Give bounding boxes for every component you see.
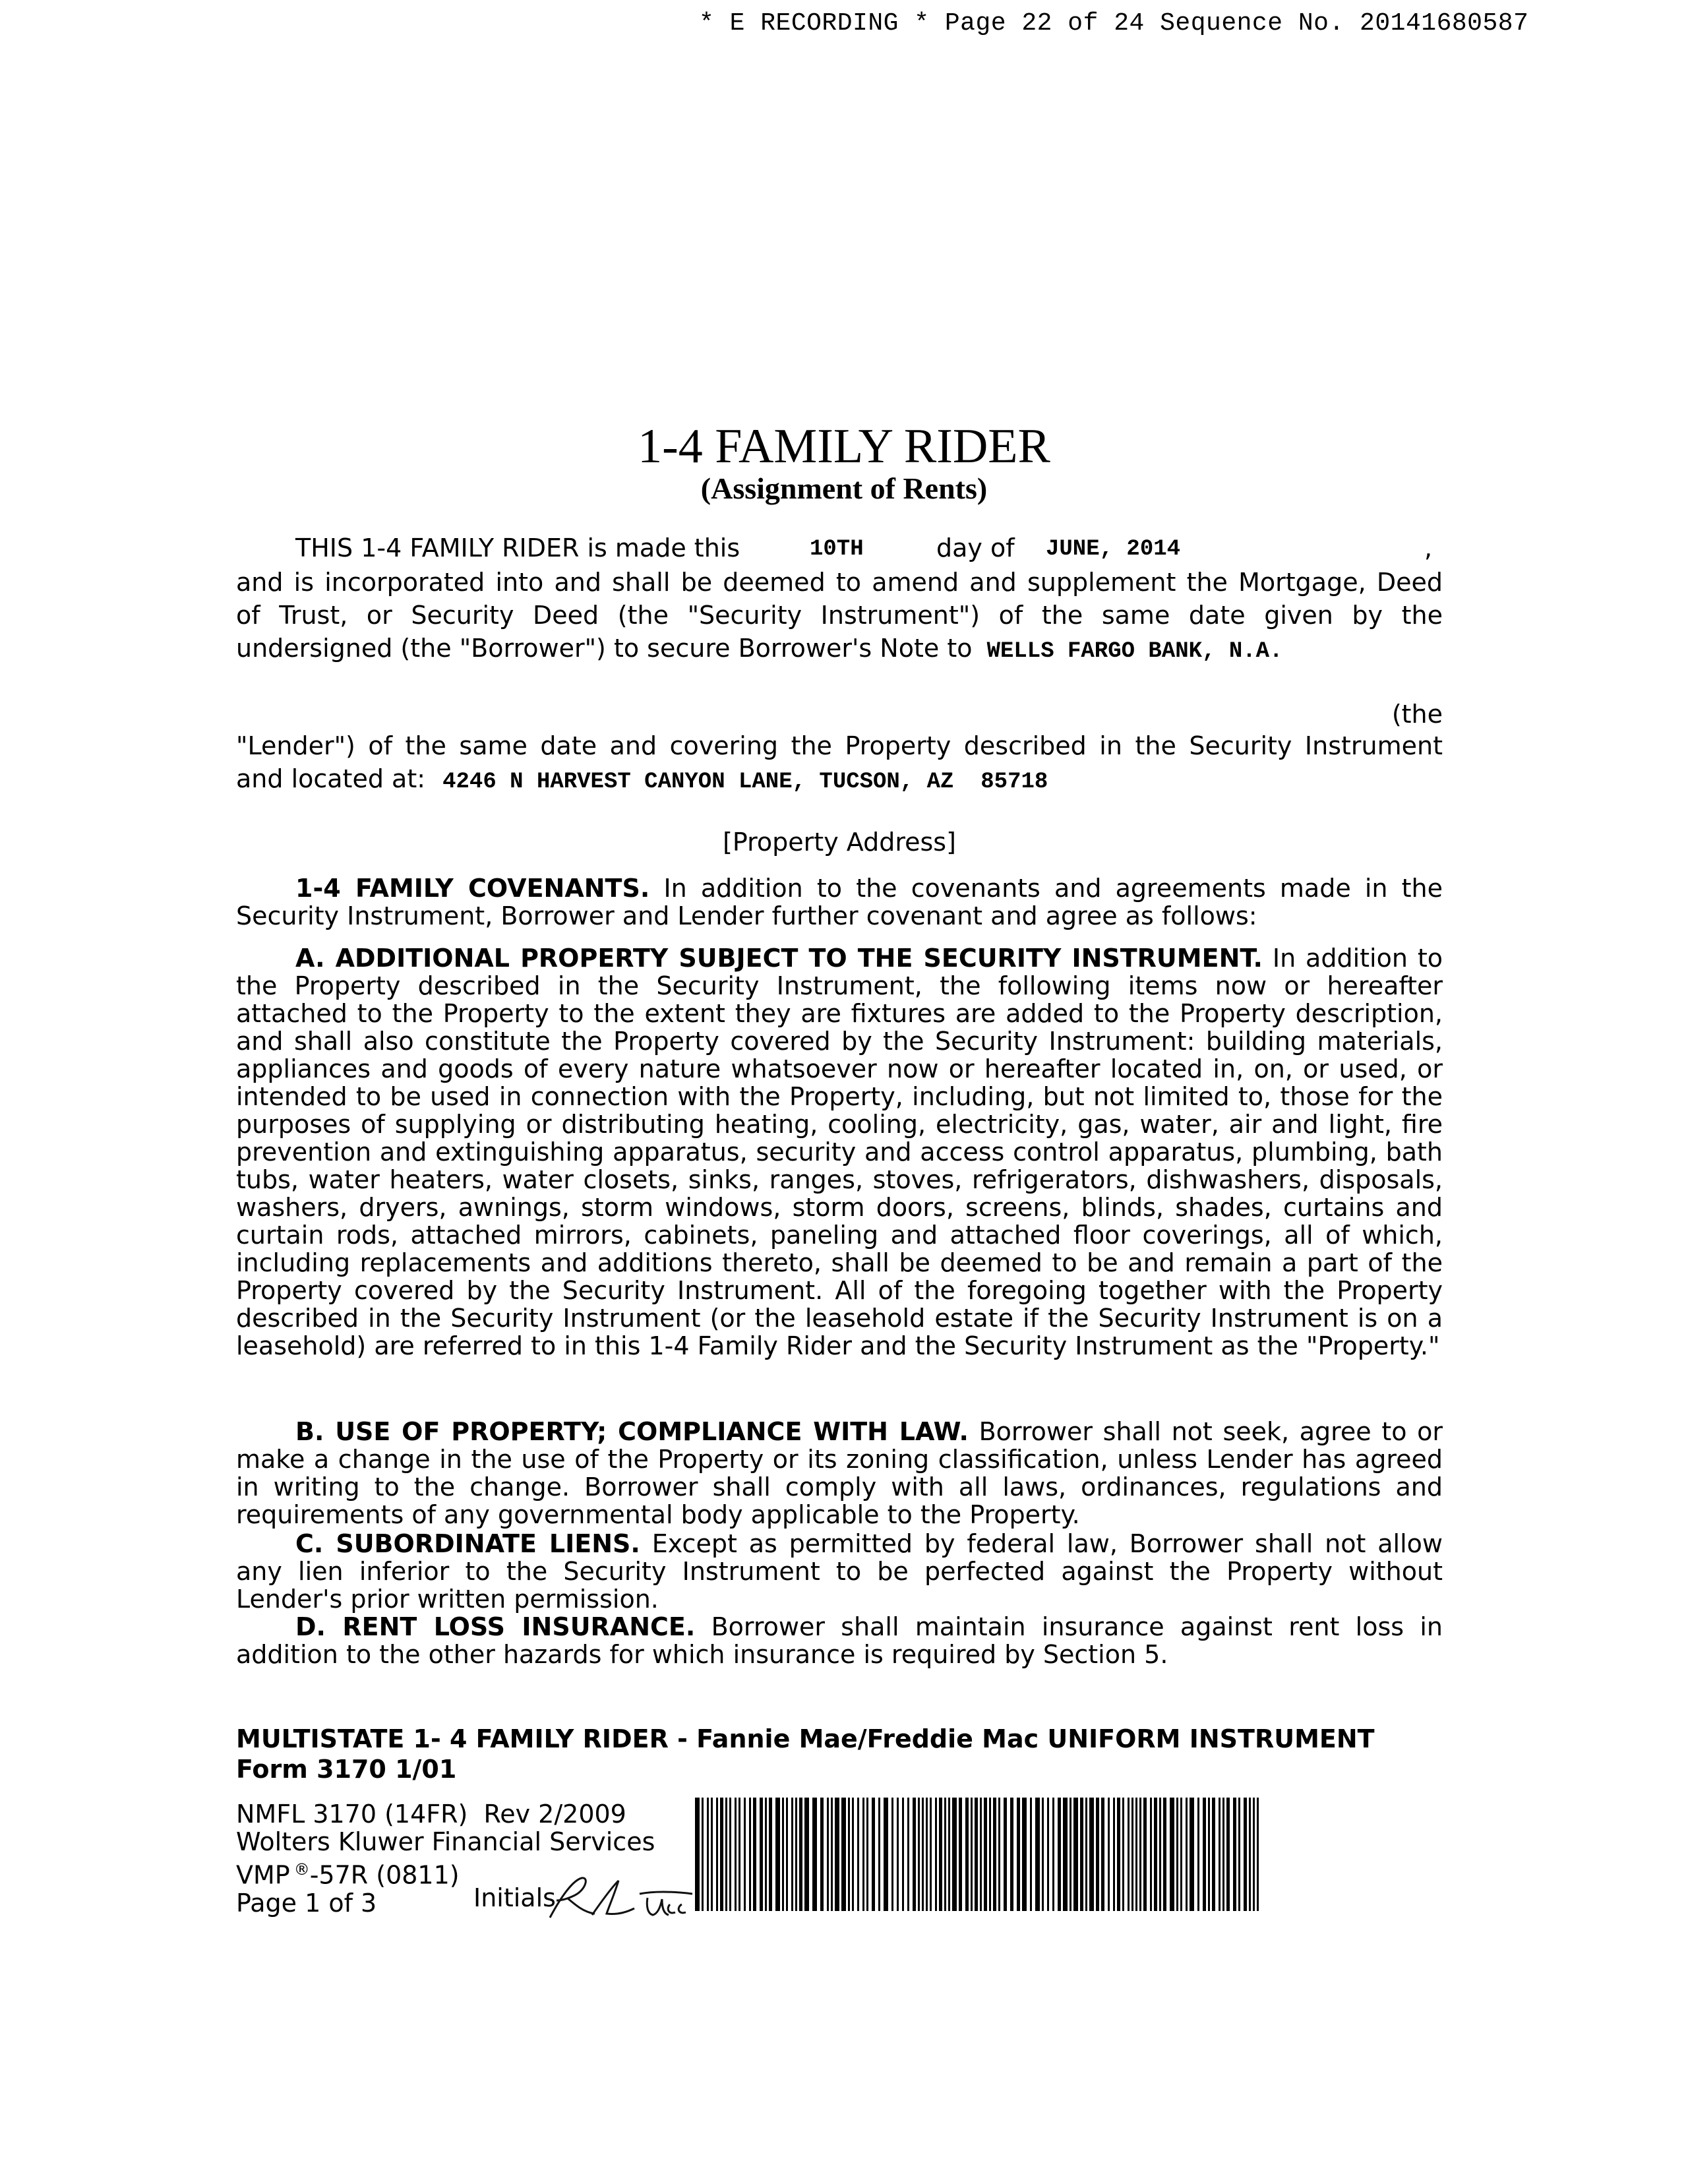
barcode-bar — [1131, 1798, 1133, 1911]
barcode-bar — [1073, 1798, 1078, 1911]
barcode-bar — [907, 1798, 909, 1911]
barcode-bar — [944, 1798, 946, 1911]
barcode-bar — [959, 1798, 962, 1911]
barcode-bar — [1154, 1798, 1157, 1911]
barcode-bar — [1208, 1798, 1210, 1911]
initials-signature-icon — [541, 1871, 696, 1926]
barcode-bar — [1085, 1798, 1087, 1911]
barcode-bar — [1190, 1798, 1194, 1911]
barcode-bar — [1052, 1798, 1054, 1911]
barcode-bar — [1047, 1798, 1049, 1911]
barcode-bar — [1113, 1798, 1115, 1911]
barcode-bar — [939, 1798, 942, 1911]
footer-page-number: Page 1 of 3 — [236, 1888, 377, 1918]
barcode-bar — [878, 1798, 880, 1911]
barcode-bar — [1226, 1798, 1230, 1911]
footer-vmp-reg: ® — [293, 1860, 310, 1879]
intro-located-at: and located at: — [236, 764, 426, 793]
intro-month-year-value: JUNE, 2014 — [1046, 537, 1181, 562]
section-d-paragraph — [236, 1613, 1443, 1668]
barcode-bar — [782, 1798, 784, 1911]
barcode-bar — [1180, 1798, 1182, 1911]
initials-label: Initials — [473, 1883, 556, 1912]
barcode-bar — [952, 1798, 957, 1911]
barcode-bar — [884, 1798, 888, 1911]
document-subtitle: (Assignment of Rents) — [700, 471, 988, 505]
section-c-heading: C. SUBORDINATE LIENS. — [295, 1529, 640, 1558]
section-a-paragraph — [236, 944, 1443, 1360]
footer-vmp-prefix: VMP — [236, 1860, 290, 1890]
barcode-bar — [948, 1798, 950, 1911]
barcode-bar — [716, 1798, 718, 1911]
section-b-heading: B. USE OF PROPERTY; COMPLIANCE WITH LAW. — [295, 1417, 969, 1446]
barcode-bar — [791, 1798, 793, 1911]
intro-note-to: undersigned (the "Borrower") to secure Borrower's Note to — [236, 634, 973, 663]
barcode-bar — [980, 1798, 982, 1911]
barcode-bar — [725, 1798, 727, 1911]
barcode-bar — [760, 1798, 763, 1911]
footer-vmp-code: -57R (0811) — [309, 1860, 460, 1890]
intro-line-7 — [236, 765, 1443, 796]
intro-line-2: and is incorporated into and shall be deemed to amend and supplement the Mortgage, Deed — [236, 568, 1443, 597]
barcode-bar — [695, 1798, 700, 1911]
barcode-bar — [711, 1798, 713, 1911]
property-address-value: 4246 N HARVEST CANYON LANE, TUCSON, AZ 85718 — [442, 770, 1048, 795]
property-address-label: [Property Address] — [723, 828, 956, 857]
barcode-bar — [720, 1798, 723, 1911]
barcode-bar — [1143, 1798, 1147, 1911]
barcode-bar — [897, 1798, 899, 1911]
barcode-bar — [862, 1798, 864, 1911]
barcode-bar — [1108, 1798, 1110, 1911]
barcode-bar — [971, 1798, 973, 1911]
barcode-bar — [765, 1798, 767, 1911]
section-d-heading: D. RENT LOSS INSURANCE. — [295, 1612, 696, 1641]
barcode-bar — [735, 1798, 737, 1911]
barcode-bar — [1238, 1798, 1240, 1911]
barcode-bar — [1163, 1798, 1166, 1911]
barcode-bar — [820, 1798, 824, 1911]
barcode-bar — [1101, 1798, 1104, 1911]
barcode-bar — [1257, 1798, 1259, 1911]
barcode-bar — [989, 1798, 991, 1911]
barcode-bar — [1030, 1798, 1032, 1911]
covenants-heading: 1-4 FAMILY COVENANTS. — [295, 874, 650, 903]
barcode-bar — [1249, 1798, 1251, 1911]
section-c-paragraph — [236, 1530, 1443, 1613]
barcode-bar — [935, 1798, 937, 1911]
intro-day-value: 10TH — [810, 537, 864, 562]
barcode-bar — [993, 1798, 996, 1911]
intro-line-3: of Trust, or Security Deed (the "Security Instrument") of the same date given by the — [236, 601, 1443, 630]
covenants-paragraph — [236, 874, 1443, 930]
barcode-bar — [1004, 1798, 1007, 1911]
barcode-bar — [1219, 1798, 1221, 1911]
barcode-bar — [1170, 1798, 1174, 1911]
barcode-bar — [827, 1798, 829, 1911]
covenants-text: In addition to the covenants and agreements made in the Security Instrument, Borrower and Lender further covenant and agree as follows: — [236, 874, 1443, 930]
barcode-bar — [1135, 1798, 1137, 1911]
barcode-bar — [922, 1798, 924, 1911]
barcode-bar — [775, 1798, 780, 1911]
section-b-text: Borrower shall not seek, agree to or make a change in the use of the Property or its zoning classification, unless Lender has agreed in writing to the change. Borrower shall comply with all laws, ordinances, regulations and requirements of any governmental body applicable to the Property. — [236, 1417, 1443, 1529]
barcode-bar — [1042, 1798, 1044, 1911]
barcode-bar — [769, 1798, 772, 1911]
barcode-bar — [1212, 1798, 1215, 1911]
barcode-bar — [1159, 1798, 1161, 1911]
barcode-bar — [702, 1798, 704, 1911]
barcode-bar — [1089, 1798, 1094, 1911]
document-title: 1-4 FAMILY RIDER — [638, 419, 1050, 473]
lender-name-value: WELLS FARGO BANK, N.A. — [986, 639, 1283, 664]
barcode-bar — [707, 1798, 709, 1911]
footer-nmfl: NMFL 3170 (14FR) Rev 2/2009 — [236, 1800, 626, 1829]
section-c-text: Except as permitted by federal law, Borrower shall not allow any lien inferior to the Security Instrument to be perfected against the Property without Lender's prior written permission. — [236, 1529, 1443, 1614]
section-b-paragraph — [236, 1418, 1443, 1529]
barcode-bar — [1176, 1798, 1178, 1911]
barcode-bar — [1122, 1798, 1124, 1911]
barcode-bar — [1035, 1798, 1040, 1911]
barcode-bar — [1063, 1798, 1068, 1911]
barcode-bar — [1197, 1798, 1199, 1911]
barcode-bar — [738, 1798, 740, 1911]
barcode-bar — [984, 1798, 987, 1911]
intro-line-5: (the — [1391, 700, 1443, 729]
barcode-bar — [744, 1798, 746, 1911]
barcode-bar — [1070, 1798, 1071, 1911]
section-d-text: Borrower shall maintain insurance against rent loss in addition to the other hazards for which insurance is required by Section 5. — [236, 1612, 1443, 1669]
section-a-heading: A. ADDITIONAL PROPERTY SUBJECT TO THE SECURITY INSTRUMENT. — [295, 944, 1263, 973]
barcode-bar — [835, 1798, 839, 1911]
barcode-bar — [786, 1798, 788, 1911]
footer-form-line-2: Form 3170 1/01 — [236, 1755, 457, 1784]
barcode-bar — [1117, 1798, 1120, 1911]
footer-form-line-1: MULTISTATE 1- 4 FAMILY RIDER - Fannie Mae/Freddie Mac UNIFORM INSTRUMENT — [236, 1724, 1375, 1753]
barcode-bar — [872, 1798, 875, 1911]
barcode-icon — [694, 1798, 1263, 1911]
barcode-bar — [831, 1798, 833, 1911]
barcode-bar — [804, 1798, 809, 1911]
recording-header: * E RECORDING * Page 22 of 24 Sequence No. 20141680587 — [699, 9, 1529, 38]
barcode-bar — [812, 1798, 817, 1911]
barcode-bar — [1017, 1798, 1020, 1911]
barcode-bar — [913, 1798, 916, 1911]
barcode-bar — [848, 1798, 850, 1911]
intro-made-this: THIS 1-4 FAMILY RIDER is made this — [295, 533, 740, 562]
section-a-text: In addition to the Property described in the Security Instrument, the following items now or hereafter attached to the Property to the extent they are fixtures are added to the Property description, and shall also constitute the Property covered by the Security Instrument: building materials, appliances and goods of every nature whatsoever now or hereafter located in, on, or used, or intended to be used in connection with the Property, including, but not limited to, those for the purposes of supplying or distributing heating, cooling, electricity, gas, water, air and light, fire prevention and extinguishing apparatus, security and access control apparatus, plumbing, bath tubs, water heaters, water closets, sinks, ranges, stoves, refrigerators, dishwashers, disposals, washers, dryers, awnings, storm windows, storm doors, screens, blinds, shades, curtains and curtain rods, attached mirrors, cabinets, paneling and attached floor coverings, all of which, including replacements and additions thereto, shall be deemed to be and remain a part of the Property covered by the Security Instrument. All of the foregoing together with the Property described in the Security Instrument (or the leasehold estate if the Security Instrument is on a leasehold) are referred to in this 1-4 Family Rider and the Security Instrument as the "Property." — [236, 944, 1443, 1360]
barcode-bar — [902, 1798, 904, 1911]
barcode-bar — [1128, 1798, 1130, 1911]
barcode-bar — [891, 1798, 893, 1911]
barcode-bar — [857, 1798, 859, 1911]
barcode-bar — [799, 1798, 802, 1911]
footer-publisher: Wolters Kluwer Financial Services — [236, 1827, 655, 1856]
barcode-bar — [1022, 1798, 1027, 1911]
barcode-bar — [1096, 1798, 1099, 1911]
barcode-bar — [930, 1798, 932, 1911]
intro-line-6: "Lender") of the same date and covering the Property described in the Security Instrument — [236, 731, 1443, 760]
barcode-bar — [965, 1798, 969, 1911]
barcode-bar — [998, 1798, 1000, 1911]
barcode-bar — [852, 1798, 854, 1911]
barcode-bar — [753, 1798, 756, 1911]
barcode-bar — [975, 1798, 978, 1911]
barcode-bar — [926, 1798, 928, 1911]
barcode-bar — [1244, 1798, 1247, 1911]
barcode-bar — [1058, 1798, 1061, 1911]
barcode-bar — [841, 1798, 846, 1911]
barcode-bar — [1080, 1798, 1083, 1911]
barcode-bar — [729, 1798, 731, 1911]
barcode-bar — [1253, 1798, 1255, 1911]
barcode-bar — [866, 1798, 868, 1911]
barcode-bar — [1150, 1798, 1152, 1911]
barcode-bar — [1139, 1798, 1141, 1911]
barcode-bar — [1233, 1798, 1236, 1911]
barcode-bar — [1203, 1798, 1206, 1911]
intro-line-4 — [236, 634, 1443, 665]
barcode-bar — [1222, 1798, 1224, 1911]
barcode-bar — [795, 1798, 797, 1911]
intro-day-of: day of — [936, 533, 1015, 562]
barcode-bar — [749, 1798, 751, 1911]
intro-comma: , — [1424, 533, 1433, 562]
footer-form-block — [236, 1724, 1375, 1784]
barcode-bar — [1010, 1798, 1013, 1911]
barcode-bar — [918, 1798, 920, 1911]
barcode-bar — [1186, 1798, 1188, 1911]
